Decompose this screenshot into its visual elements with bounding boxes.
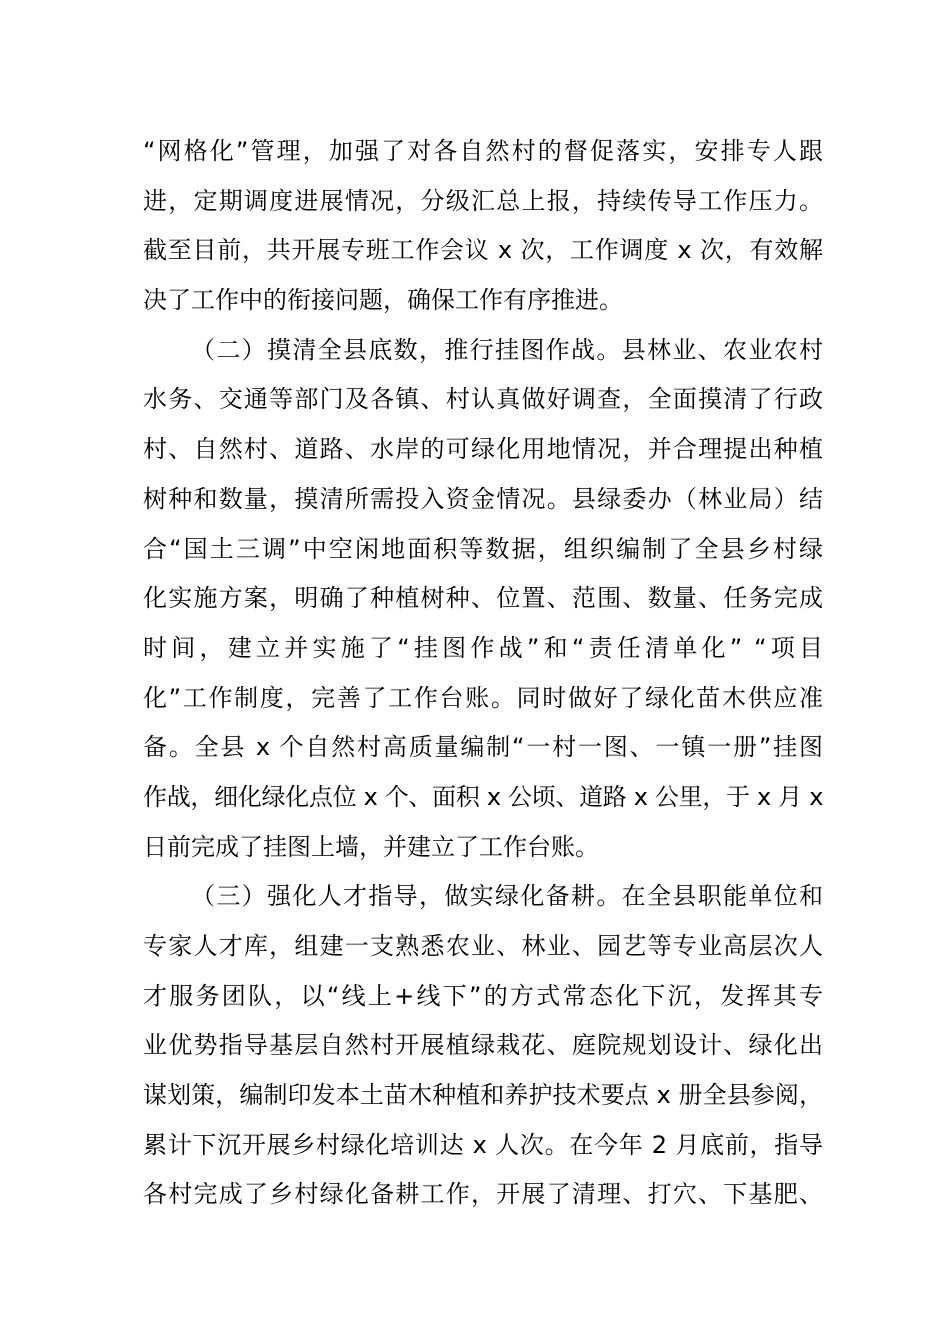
text-line: 备。全县 x 个自然村高质量编制“一村一图、一镇一册”挂图 [143,733,823,762]
text-line: 进，定期调度进展情况，分级汇总上报，持续传导工作压力。 [143,186,823,215]
text-line: （三）强化人才指导，做实绿化备耕。在全县职能单位和 [191,882,823,911]
text-line: 专家人才库，组建一支熟悉农业、林业、园艺等专业高层次人 [143,932,823,960]
text-line: “网格化”管理，加强了对各自然村的督促落实，安排专人跟 [143,137,823,165]
text-line: 化实施方案，明确了种植树种、位置、范围、数量、任务完成 [143,584,823,613]
text-line: 累计下沉开展乡村绿化培训达 x 人次。在今年 2 月底前，指导 [143,1130,823,1159]
text-line: 决了工作中的衔接问题，确保工作有序推进。 [143,286,623,315]
text-line: 化”工作制度，完善了工作台账。同时做好了绿化苗木供应准 [143,683,823,712]
text-line: 水务、交通等部门及各镇、村认真做好调查，全面摸清了行政 [143,385,823,414]
text-line: （二）摸清全县底数，推行挂图作战。县林业、农业农村 [191,335,823,364]
text-line: 合“国土三调”中空闲地面积等数据，组织编制了全县乡村绿 [143,534,823,563]
text-line: 作战，细化绿化点位 x 个、面积 x 公顷、道路 x 公里，于 x 月 x [143,782,823,811]
text-line: 时间，建立并实施了“挂图作战”和“责任清单化” “项目 [143,633,823,662]
text-line: 各村完成了乡村绿化备耕工作，开展了清理、打穴、下基肥、 [143,1180,823,1209]
text-line: 村、自然村、道路、水岸的可绿化用地情况，并合理提出种植 [143,435,823,464]
document-body [143,127,823,1220]
text-line: 树种和数量，摸清所需投入资金情况。县绿委办（林业局）结 [143,484,823,513]
text-line: 截至目前，共开展专班工作会议 x 次，工作调度 x 次，有效解 [143,236,823,265]
text-line: 日前完成了挂图上墙，并建立了工作台账。 [143,832,599,861]
text-line: 业优势指导基层自然村开展植绿栽花、庭院规划设计、绿化出 [143,1031,823,1060]
text-line: 谋划策，编制印发本土苗木种植和养护技术要点 x 册全县参阅， [143,1081,823,1110]
text-line: 才服务团队，以“线上+线下”的方式常态化下沉，发挥其专 [143,981,823,1010]
